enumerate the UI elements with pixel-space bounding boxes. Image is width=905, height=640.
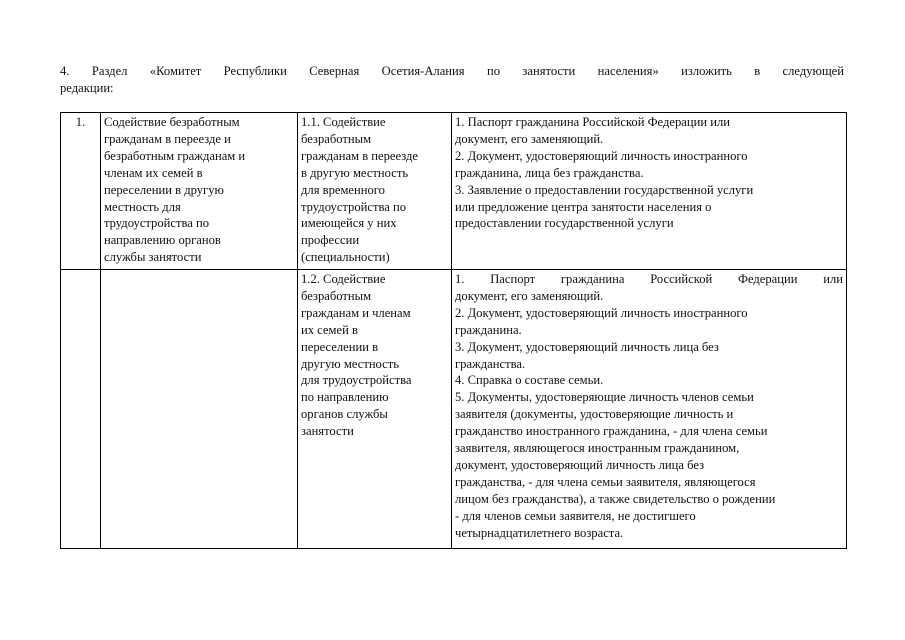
document-line: 1. Паспорт гражданина Российской Федерации или [455,115,730,129]
document-line: 4. Справка о составе семьи. [455,373,604,388]
row-number-cell [61,270,101,549]
document-line: гражданство иностранного гражданина, - для члена семьи [455,424,768,439]
document-line: предоставлении государственной услуги [455,216,674,231]
subservice-line: по направлению [301,390,389,405]
service-cell [101,113,298,270]
document-line: четырнадцатилетнего возраста. [455,525,624,540]
subservice-line: имеющейся у них [301,216,397,231]
service-line: местность для [104,199,181,214]
document-line: документ, его заменяющий. [455,131,604,146]
intro-line: 4. Раздел «Комитет Республики Северная Осетия-Алания по занятости населения» изложить в следующей [60,64,844,78]
document-line: гражданина. [455,322,522,337]
service-line: гражданам в переезде и [104,131,231,146]
service-line: Содействие безработным [104,115,240,129]
services-table [60,112,847,549]
document-line: документ, его заменяющий. [455,288,604,303]
document-line: гражданства. [455,356,526,371]
document-line: 3. Заявление о предоставлении государственной услуги [455,182,754,197]
subservice-line: другую местность [301,356,400,371]
subservice-line: гражданам в переезде [301,148,418,163]
document-line: заявителя, являющегося иностранным гражданином, [455,441,740,456]
service-cell [101,270,298,549]
subservice-line: профессии [301,233,360,248]
subservice-line: органов службы [301,407,388,422]
subservice-cell [298,270,452,549]
subservice-line: безработным [301,288,372,303]
service-line: безработным гражданам и [104,148,246,163]
service-line: направлению органов [104,233,221,248]
document-line: гражданина, лица без гражданства. [455,165,644,180]
table-row [61,113,847,270]
service-line: членам их семей в [104,165,203,180]
document-line: или предложение центра занятости населения о [455,199,712,214]
subservice-line: 1.1. Содействие [301,115,386,129]
subservice-line: для временного [301,182,385,197]
document-line: гражданства, - для члена семьи заявителя, являющегося [455,474,756,489]
documents-cell [452,113,847,270]
intro-paragraph [60,63,844,96]
documents-cell [452,270,847,549]
document-line: 2. Документ, удостоверяющий личность иностранного [455,148,748,163]
document-line: документ, удостоверяющий личность лица без [455,457,705,472]
subservice-line: 1.2. Содействие [301,272,386,286]
document-line: 5. Документы, удостоверяющие личность членов семьи [455,390,754,405]
subservice-line: их семей в [301,322,358,337]
subservice-line: безработным [301,131,372,146]
document-line: лицом без гражданства), а также свидетельство о рождении [455,491,776,506]
subservice-line: гражданам и членам [301,305,411,320]
document-line: заявителя (документы, удостоверяющие личность и [455,407,734,422]
subservice-line: для трудоустройства [301,373,412,388]
subservice-line: (специальности) [301,250,390,265]
subservice-line: трудоустройства по [301,199,407,214]
subservice-line: в другую местность [301,165,409,180]
service-line: трудоустройства по [104,216,210,231]
document-line: 2. Документ, удостоверяющий личность иностранного [455,305,748,320]
document-line: - для членов семьи заявителя, не достигшего [455,508,696,523]
subservice-cell [298,113,452,270]
subservice-line: переселении в [301,339,379,354]
service-line: переселении в другую [104,182,224,197]
service-line: службы занятости [104,250,202,265]
document-line: 1. Паспорт гражданина Российской Федерации или [455,272,843,286]
table-row [61,270,847,549]
row-number-cell [61,113,101,270]
subservice-line: занятости [301,424,354,439]
intro-line: редакции: [60,80,114,95]
document-line: 3. Документ, удостоверяющий личность лица без [455,339,719,354]
row-number: 1. [75,115,86,129]
